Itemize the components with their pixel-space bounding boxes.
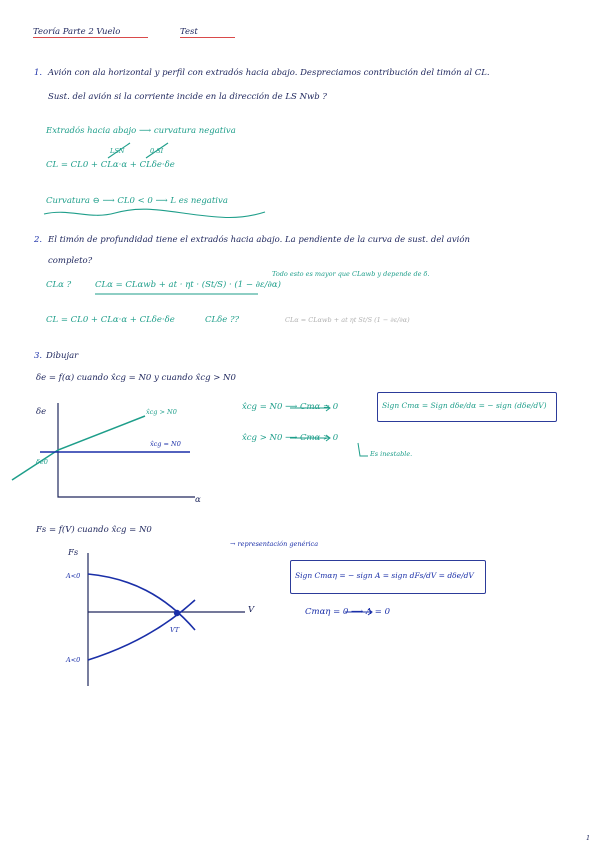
q1-wave-underline xyxy=(44,209,265,217)
plot1-xlabel: α xyxy=(195,495,201,505)
q2-eq-cl: CL = CL0 + CLα·α + CLδe·δe xyxy=(46,315,175,325)
box1-text: Sign Cmα = Sign dδe/dα = − sign (dδe/dV) xyxy=(382,401,547,410)
q1-tag-arrow-2 xyxy=(146,143,168,158)
q2-eq-cla: CLα = CLαwb + at · ηt · (St/S) · (1 − ∂ε/∂α) xyxy=(95,280,281,290)
q3-arrows-2 xyxy=(345,609,372,615)
arrow-a xyxy=(290,405,330,411)
q1-line1: Avión con ala horizontal y perfil con extradós hacia abajo. Despreciamos contribución del timón al CL. xyxy=(48,68,490,78)
plot2 xyxy=(88,553,245,686)
q3-number: 3. xyxy=(34,351,43,361)
q1-equation: CL = CL0 + CLα·α + CLδe·δe xyxy=(46,160,175,170)
plot2-bottom-label: A<0 xyxy=(66,656,81,664)
header-label: Test xyxy=(180,27,235,38)
q2-line1: El timón de profundidad tiene el extradós hacia abajo. La pendiente de la curva de sust. del avión xyxy=(48,235,470,245)
q2-number: 2. xyxy=(34,235,43,245)
q3-arrows-1 xyxy=(290,405,368,456)
plot2-ylabel: Fs xyxy=(68,548,79,558)
plot1-line-b-label: x̂cg = N0 xyxy=(150,440,181,448)
plot1-line-a-label: x̂cg > N0 xyxy=(146,408,177,416)
arrow-c xyxy=(345,609,372,615)
plot2-xlabel: V xyxy=(248,605,255,615)
q1-tag-arrow-1 xyxy=(108,143,130,158)
q1-eq-tag1: LSN xyxy=(110,147,125,155)
plot1 xyxy=(12,403,195,497)
header-topic: Teoría Parte 2 Vuelo xyxy=(33,27,148,38)
q1-result: Curvatura ⊖ ⟶ CL0 < 0 ⟶ L es negativa xyxy=(46,196,228,206)
q3-eq-b: x̂cg > N0 ⟶ Cmα > 0 xyxy=(242,433,339,443)
box2-text: Sign Cmαη = − sign A = sign dFs/dV = dδe/dV xyxy=(295,571,474,580)
plot2-cross-label: VT xyxy=(170,626,180,634)
q3-eq-b-note: Es inestable. xyxy=(370,450,413,458)
arrow-note xyxy=(358,443,368,456)
q1-number: 1. xyxy=(34,68,43,78)
plot2-crossing-point xyxy=(174,610,180,616)
q3-note2: → representación genérica xyxy=(230,540,319,548)
q3-bullet1: δe = f(α) cuando x̂cg = N0 y cuando x̂cg > N0 xyxy=(36,373,236,383)
arrow-b xyxy=(290,435,330,441)
q2-note-cla: Todo esto es mayor que CLαwb y depende de δ. xyxy=(272,270,430,278)
q2-label-cld: CLδe ?? xyxy=(205,315,240,325)
q1-line2: Sust. del avión si la corriente incide en la dirección de LS Nwb ? xyxy=(48,92,327,102)
q3-title: Dibujar xyxy=(46,351,79,361)
plot1-y0-label: δe0 xyxy=(36,458,48,466)
q1-eq-tag2: 0 SI xyxy=(150,147,164,155)
plot1-axes xyxy=(58,403,195,497)
plot2-top-label: A<0 xyxy=(66,572,81,580)
q2-label-cla: CLα ? xyxy=(46,280,72,290)
q2-faint-equation: CLα = CLαwb + at ηt St/S (1 − ∂ε/∂α) xyxy=(285,316,410,324)
plot2-curve-top xyxy=(88,574,195,630)
q3-bullet2: Fs = f(V) cuando x̂cg = N0 xyxy=(36,525,152,535)
q1-strokes xyxy=(44,143,265,218)
plot1-ylabel: δe xyxy=(36,407,47,417)
plot1-line-a xyxy=(12,416,145,480)
q3-eq-a: x̂cg = N0 ⟶ Cmα = 0 xyxy=(242,402,339,412)
q3-eq-c: Cmαη = 0 ⟶ A = 0 xyxy=(305,607,390,617)
plot2-curve-bottom xyxy=(88,600,195,660)
q1-note: Extradós hacia abajo ⟶ curvatura negativa xyxy=(46,126,236,136)
q2-line2: completo? xyxy=(48,256,93,266)
page-number: 1 xyxy=(586,834,591,842)
